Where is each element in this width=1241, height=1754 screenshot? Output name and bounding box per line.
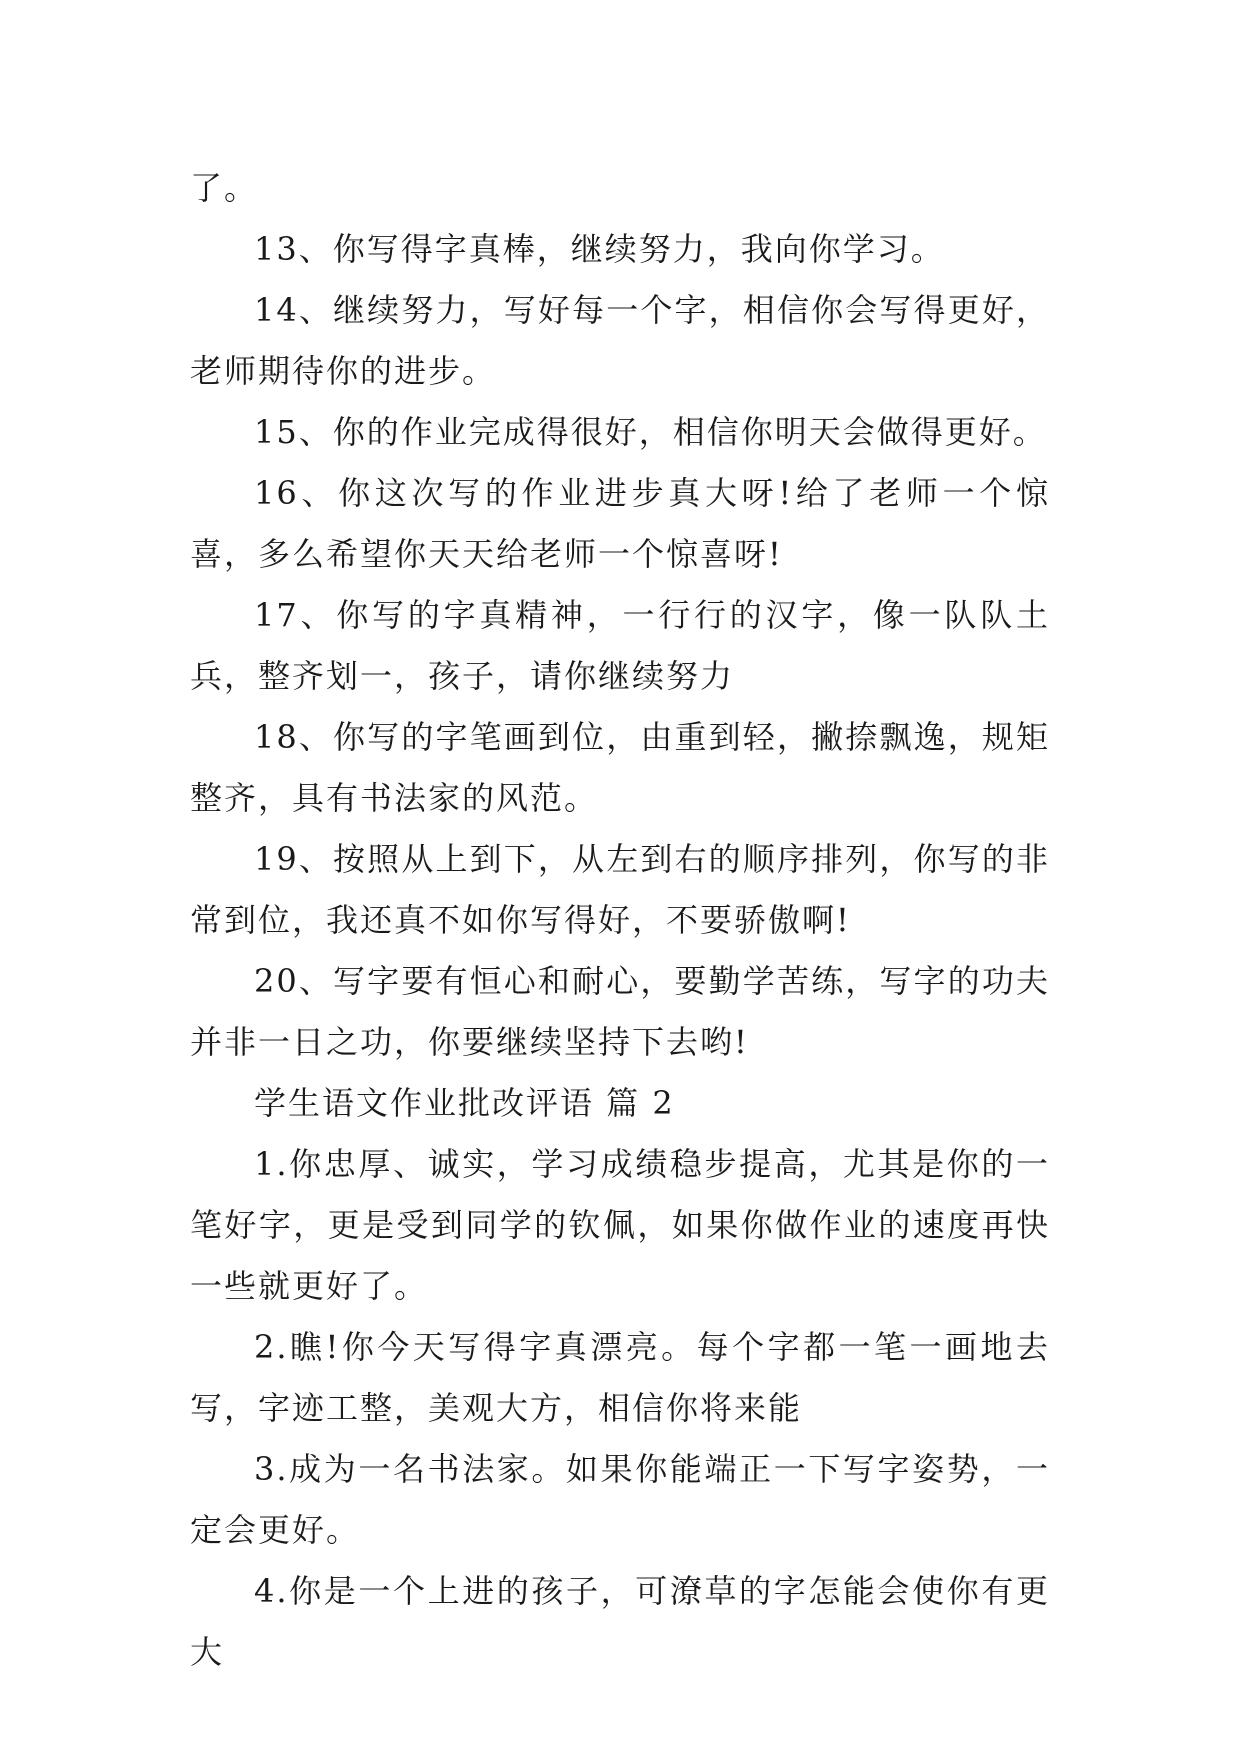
comment-4: 4.你是一个上进的孩子，可潦草的字怎能会使你有更大 — [190, 1572, 1050, 1671]
section-heading: 学生语文作业批改评语 篇 2 — [254, 1084, 675, 1122]
comment-16: 16、你这次写的作业进步真大呀!给了老师一个惊喜，多么希望你天天给老师一个惊喜呀! — [190, 474, 1050, 573]
comment-1: 1.你忠厚、诚实，学习成绩稳步提高，尤其是你的一笔好字，更是受到同学的钦佩，如果你做作业的速度再快一些就更好了。 — [190, 1145, 1050, 1305]
comment-17: 17、你写的字真精神，一行行的汉字，像一队队土兵，整齐划一，孩子，请你继续努力 — [190, 596, 1050, 695]
comment-14: 14、继续努力，写好每一个字，相信你会写得更好，老师期待你的进步。 — [190, 291, 1050, 390]
comment-18: 18、你写的字笔画到位，由重到轻，撇捺飘逸，规矩整齐，具有书法家的风范。 — [190, 718, 1050, 817]
comment-13: 13、你写得字真棒，继续努力，我向你学习。 — [254, 230, 945, 268]
comment-20: 20、写字要有恒心和耐心，要勤学苦练，写字的功夫并非一日之功，你要继续坚持下去哟! — [190, 962, 1050, 1061]
comment-3: 3.成为一名书法家。如果你能端正一下写字姿势，一定会更好。 — [190, 1450, 1050, 1549]
comment-15: 15、你的作业完成得很好，相信你明天会做得更好。 — [254, 413, 1047, 451]
document-body — [190, 158, 1050, 1683]
comment-19: 19、按照从上到下，从左到右的顺序排列，你写的非常到位，我还真不如你写得好，不要骄傲啊! — [190, 840, 1050, 939]
comment-2: 2.瞧!你今天写得字真漂亮。每个字都一笔一画地去写，字迹工整，美观大方，相信你将来能 — [190, 1328, 1050, 1427]
paragraph-continuation: 了。 — [190, 169, 259, 207]
